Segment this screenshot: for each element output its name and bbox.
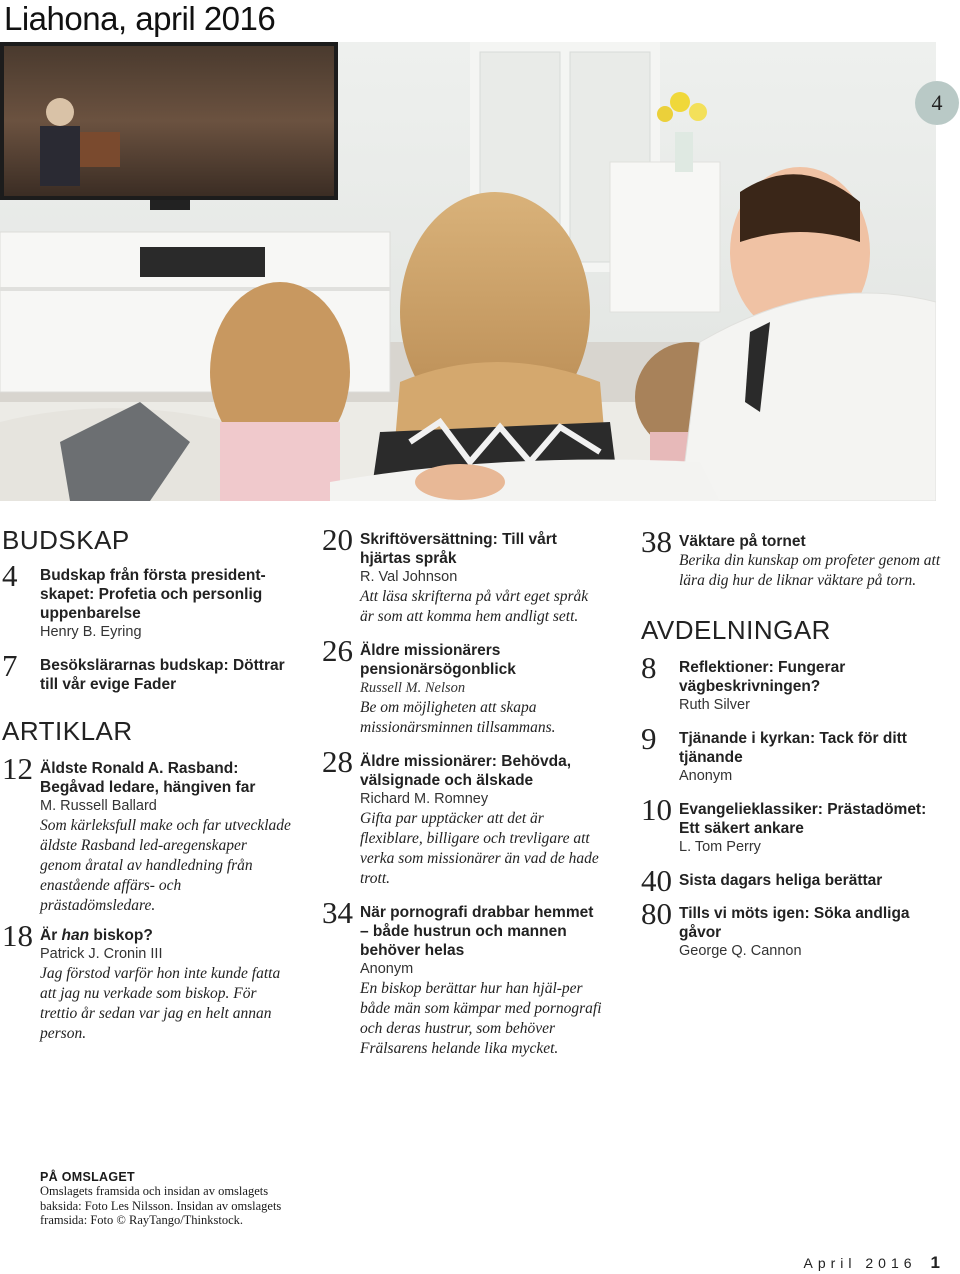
contents-entry[interactable] — [641, 524, 941, 591]
entry-description: Som kärleksfull make och far utvecklade äldste Rasband led-aregenskaper genom åratal av handledning från enastående affärs- och prästadömsledare. — [40, 817, 291, 914]
contents-column-2 — [322, 522, 602, 1059]
entry-title: Evangelieklassiker: Prästadömet: Ett säkert ankare — [679, 801, 927, 837]
entry-page-number: 20 — [322, 522, 353, 557]
entry-description: Be om möjligheten att skapa missionärsminnen tillsammans. — [360, 699, 556, 736]
entry-page-number: 80 — [641, 896, 672, 931]
entry-title-part: Är — [40, 927, 62, 944]
page-footer — [803, 1253, 940, 1273]
entry-author: Patrick J. Cronin III — [40, 946, 163, 962]
entry-title: Tjänande i kyrkan: Tack för ditt tjänande — [679, 730, 907, 766]
contents-entry[interactable] — [2, 648, 292, 694]
contents-entry[interactable] — [641, 863, 941, 898]
entry-page-number: 40 — [641, 863, 672, 898]
contents-column-1 — [2, 525, 292, 1044]
entry-title: Äldste Ronald A. Rasband: Begåvad ledare, hängiven far — [40, 760, 256, 796]
entry-author: George Q. Cannon — [679, 943, 802, 959]
entry-description: Jag förstod varför hon inte kunde fatta att jag nu verkade som biskop. För trettio år sedan var jag en helt annan person. — [40, 965, 281, 1042]
contents-entry[interactable] — [641, 650, 941, 715]
family-watching-tv-photo-icon — [0, 42, 936, 501]
cover-credit — [40, 1170, 310, 1228]
entry-description: Att läsa skrifterna på vårt eget språk är som att komma hem andligt sett. — [360, 588, 589, 625]
contents-entry[interactable] — [2, 558, 292, 642]
page-title: Liahona, april 2016 — [4, 0, 276, 37]
entry-title: Sista dagars heliga berättar — [679, 872, 883, 889]
entry-title-part: biskop? — [89, 927, 153, 944]
entry-page-number: 4 — [2, 558, 18, 593]
contents-entry[interactable] — [322, 633, 602, 738]
cover-credit-heading: PÅ OMSLAGET — [40, 1170, 135, 1184]
contents-entry[interactable] — [322, 744, 602, 889]
entry-description: Gifta par upptäcker att det är flexiblare, billigare och trevligare att verka som missionärer än vad de hade trott. — [360, 810, 599, 887]
entry-page-number: 28 — [322, 744, 353, 779]
footer-issue: April 2016 — [803, 1255, 917, 1271]
contents-column-3 — [641, 524, 941, 961]
entry-author: Richard M. Romney — [360, 791, 489, 807]
entry-author: L. Tom Perry — [679, 839, 761, 855]
entry-title: Väktare på tornet — [679, 533, 806, 550]
entry-page-number: 12 — [2, 751, 33, 786]
entry-title: Äldre missionärers pensionärsögonblick — [360, 642, 516, 678]
section-heading-budskap: BUDSKAP — [2, 525, 130, 555]
contents-entry[interactable] — [2, 751, 292, 916]
entry-title-emphasis: han — [61, 927, 90, 944]
entry-title — [40, 926, 292, 945]
section-heading-artiklar: ARTIKLAR — [2, 716, 133, 746]
entry-description: Berika din kunskap om profeter genom att lära dig hur de liknar väktare på torn. — [679, 552, 941, 589]
entry-page-number: 18 — [2, 918, 33, 953]
entry-page-number: 10 — [641, 792, 672, 827]
entry-title: Budskap från första president-skapet: Profetia och personlig uppenbarelse — [40, 567, 266, 622]
entry-title: När pornografi drabbar hemmet – både hustrun och mannen behöver helas — [360, 904, 594, 959]
page-number-badge: 4 — [915, 81, 959, 125]
entry-page-number: 34 — [322, 895, 353, 930]
entry-author: M. Russell Ballard — [40, 798, 157, 814]
entry-page-number: 7 — [2, 648, 18, 683]
contents-entry[interactable] — [2, 918, 292, 1044]
entry-author: R. Val Johnson — [360, 569, 458, 585]
entry-page-number: 38 — [641, 524, 672, 559]
section-heading-avdelningar: AVDELNINGAR — [641, 615, 831, 645]
entry-author: Anonym — [679, 768, 733, 784]
contents-entry[interactable] — [641, 792, 941, 857]
contents-entry[interactable] — [322, 522, 602, 627]
contents-entry[interactable] — [322, 895, 602, 1059]
entry-title: Skriftöversättning: Till vårt hjärtas språk — [360, 531, 557, 567]
entry-description: En biskop berättar hur han hjäl-per både män som kämpar med pornografi och deras hustrur, som behöver Frälsarens helande lika mycket. — [360, 980, 602, 1057]
entry-page-number: 8 — [641, 650, 657, 685]
cover-photo — [0, 42, 936, 501]
entry-title: Äldre missionärer: Behövda, välsignade och älskade — [360, 753, 572, 789]
entry-author: Anonym — [360, 961, 414, 977]
entry-title: Tills vi möts igen: Söka andliga gåvor — [679, 905, 910, 941]
entry-title: Besökslärarnas budskap: Döttrar till vår evige Fader — [40, 657, 285, 693]
footer-page-number: 1 — [930, 1253, 940, 1272]
entry-page-number: 9 — [641, 721, 657, 756]
contents-entry[interactable] — [641, 721, 941, 786]
entry-author: Ruth Silver — [679, 697, 750, 713]
contents-entry[interactable] — [641, 896, 941, 961]
entry-author: Russell M. Nelson — [360, 680, 466, 696]
entry-author: Henry B. Eyring — [40, 624, 142, 640]
entry-title: Reflektioner: Fungerar vägbeskrivningen? — [679, 659, 846, 695]
cover-credit-text: Omslagets framsida och insidan av omslagets baksida: Foto Les Nilsson. Insidan av omslagets framsida: Foto © RayTango/Thinkstock. — [40, 1184, 282, 1227]
entry-page-number: 26 — [322, 633, 353, 668]
